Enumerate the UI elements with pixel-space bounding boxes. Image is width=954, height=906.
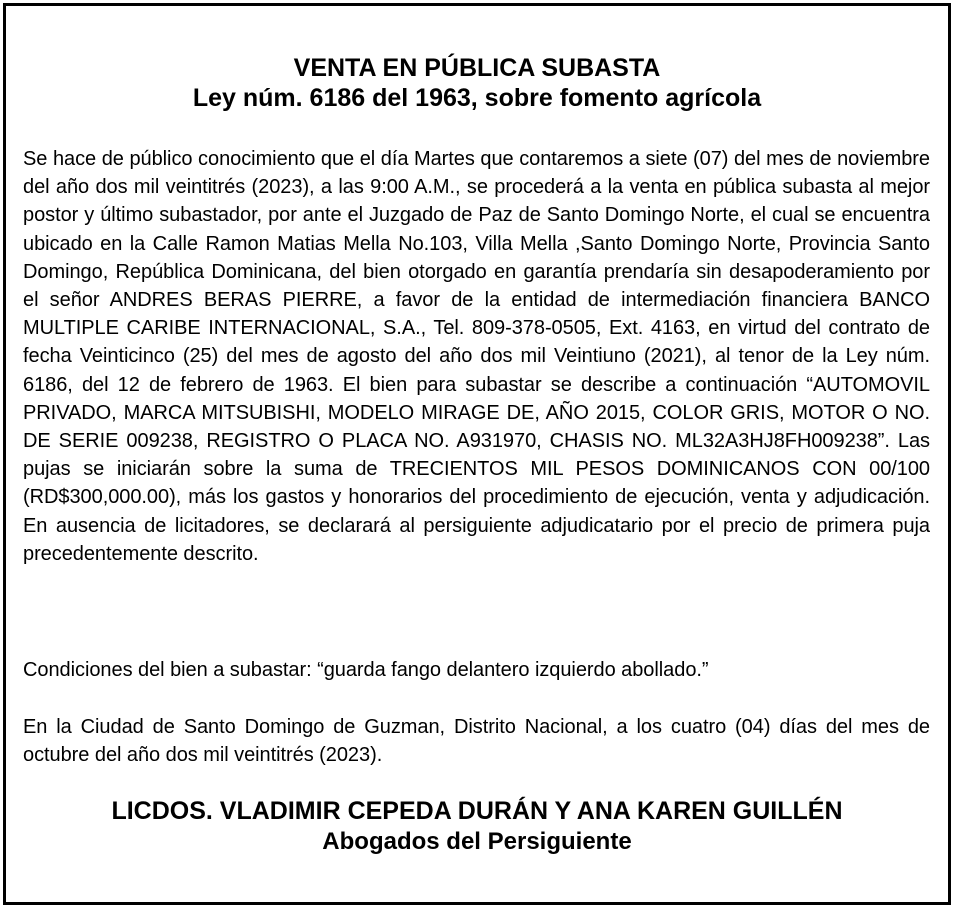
notice-subtitle: Ley núm. 6186 del 1963, sobre fomento agrícola xyxy=(192,84,762,112)
closing-paragraph: En la Ciudad de Santo Domingo de Guzman, Distrito Nacional, a los cuatro (04) días del mes de octubre del año dos mil veintitrés (2023). xyxy=(23,716,930,767)
notice-body-paragraph: Se hace de público conocimiento que el día Martes que contaremos a siete (07) del mes de noviembre del año dos mil veintitrés (2023), a las 9:00 A.M., se procederá a la venta en pública subasta al mejor postor y último subastador, por ante el Juzgado de Paz de Santo Domingo Norte, el cual se encuentra ubicado en la Calle Ramon Matias Mella No.103, Villa Mella ,Santo Domingo Norte, Provincia Santo Domingo, República Dominicana, del bien otorgado en garantía prendaría sin desapoderamiento por el señor ANDRES BERAS PIERRE, a favor de la entidad de intermediación financiera BANCO MULTIPLE CARIBE INTERNACIONAL, S.A., Tel. 809-378-0505, Ext. 4163, en virtud del contrato de fecha Veinticinco (25) del mes de agosto del año dos mil Veintiuno (2021), al tenor de la Ley núm. 6186, del 12 de febrero de 1963. El bien para subastar se describe a continuación “AUTOMOVIL PRIVADO, MARCA MITSUBISHI, MODELO MIRAGE DE, AÑO 2015, COLOR GRIS, MOTOR O NO. DE SERIE 009238, REGISTRO O PLACA NO. A931970, CHASIS NO. ML32A3HJ8FH009238”. Las pujas se iniciarán sobre la suma de TRECIENTOS MIL PESOS DOMINICANOS CON 00/100 (RD$300,000.00), más los gastos y honorarios del procedimiento de ejecución, venta y adjudicación. En ausencia de licitadores, se declarará al persiguiente adjudicatario por el precio de primera puja precedentemente descrito. xyxy=(23,148,930,565)
notice-title: VENTA EN PÚBLICA SUBASTA xyxy=(293,54,661,82)
signature-role: Abogados del Persiguiente xyxy=(322,828,632,855)
signature-names: LICDOS. VLADIMIR CEPEDA DURÁN Y ANA KAREN GUILLÉN xyxy=(111,797,843,825)
auction-notice xyxy=(3,3,951,905)
conditions-paragraph: Condiciones del bien a subastar: “guarda fango delantero izquierdo abollado.” xyxy=(23,659,709,681)
